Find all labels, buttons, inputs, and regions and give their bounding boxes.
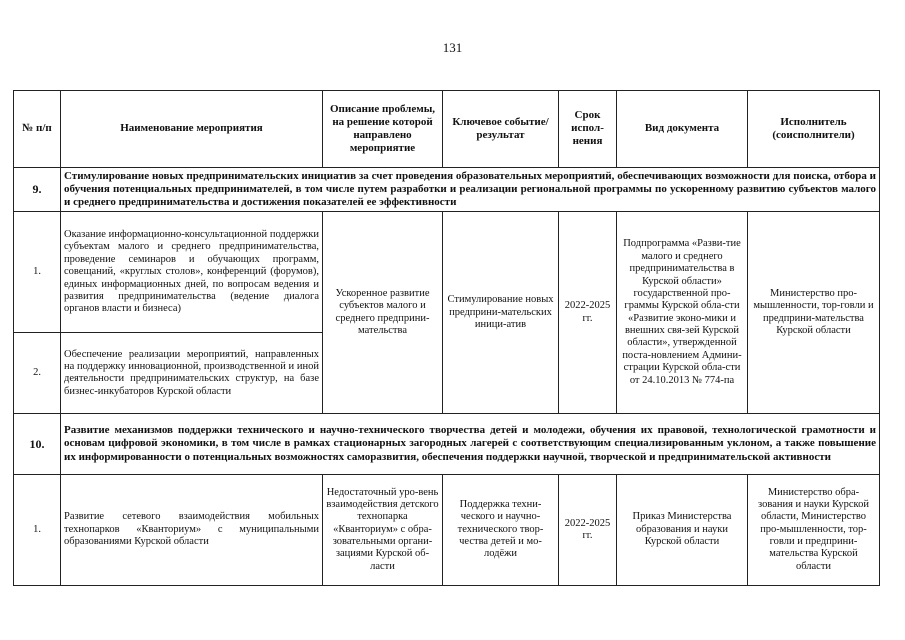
executor: Министерство обра-зования и науки Курской области, Министерство про-мышленности, тор-говли и предприни-мательства Курской области	[748, 474, 880, 585]
header-num: № п/п	[14, 91, 61, 168]
row-number: 2.	[14, 333, 61, 414]
section-title: Развитие механизмов поддержки технического и научно-технического творчества детей и молодежи, обучения их правовой, технологической грамотности и основам цифровой экономики, в том числе в рамках стационарных загородных лагерей с соответствующим специализированным уклоном, а также повышение их информированности о потенциальных возможностях саморазвития, обеспечения поддержки научной, творческой и предпринимательской активности	[61, 414, 880, 475]
header-doc: Вид документа	[617, 91, 748, 168]
table-row	[14, 474, 880, 585]
header-name: Наименование мероприятия	[61, 91, 323, 168]
row-number: 1.	[14, 474, 61, 585]
header-event: Ключевое событие/ результат	[443, 91, 559, 168]
table-row	[14, 212, 880, 333]
section-number: 10.	[14, 414, 61, 475]
section-title: Стимулирование новых предпринимательских инициатив за счет проведения образовательных мероприятий, обеспечивающих возможности для поиска, отбора и обучения потенциальных предпринимателей, в том числе путем разработки и реализации региональной программы по ускоренному развитию субъектов малого и среднего предпринимательства и достижения показателей ее эффективности	[61, 167, 880, 211]
term: 2022-2025 гг.	[559, 212, 617, 414]
row-number: 1.	[14, 212, 61, 333]
term: 2022-2025 гг.	[559, 474, 617, 585]
section-number: 9.	[14, 167, 61, 211]
activity-name: Развитие сетевого взаимодействия мобильных технопарков «Кванториум» с муниципальными образованиями Курской области	[61, 474, 323, 585]
section-row	[14, 414, 880, 475]
header-term: Срок испол-нения	[559, 91, 617, 168]
key-event: Поддержка техни-ческого и научно-технического твор-чества детей и мо-лодёжи	[443, 474, 559, 585]
table-header-row	[14, 91, 880, 168]
key-event: Стимулирование новых предприни-мательских иници-атив	[443, 212, 559, 414]
header-problem: Описание проблемы, на решение которой направлено мероприятие	[323, 91, 443, 168]
activity-name: Обеспечение реализации мероприятий, направленных на поддержку инновационной, производственной и иной деятельности предпринимательских структур, на базе бизнес-инкубаторов Курской области	[61, 333, 323, 414]
document-type: Приказ Министерства образования и науки Курской области	[617, 474, 748, 585]
activities-table	[13, 90, 880, 586]
problem-description: Недостаточный уро-вень взаимодействия детского технопарка «Кванториум» с обра-зовательными органи-зациями Курской об-ласти	[323, 474, 443, 585]
section-row	[14, 167, 880, 211]
header-executor: Исполнитель (соисполнители)	[748, 91, 880, 168]
page-number: 131	[442, 40, 463, 55]
activity-name: Оказание информационно-консультационной поддержки субъектам малого и среднего предпринимательства, проведение семинаров и обучающих программ, совещаний, «круглых столов», конференций (форумов), единых информационных дней, по вопросам ведения и развития предпринимательства (ведение диалога органов власти и бизнеса)	[61, 212, 323, 333]
problem-description: Ускоренное развитие субъектов малого и среднего предприни-мательства	[323, 212, 443, 414]
executor: Министерство про-мышленности, тор-говли и предприни-мательства Курской области	[748, 212, 880, 414]
document-type: Подпрограмма «Разви-тие малого и среднего предпринимательства в Курской области» государственной про-граммы Курской обла-сти «Развитие эконо-мики и внешних свя-зей Курской области», утвержденной поста-новлением Админи-страции Курской обла-сти от 24.10.2013 № 774-па	[617, 212, 748, 414]
